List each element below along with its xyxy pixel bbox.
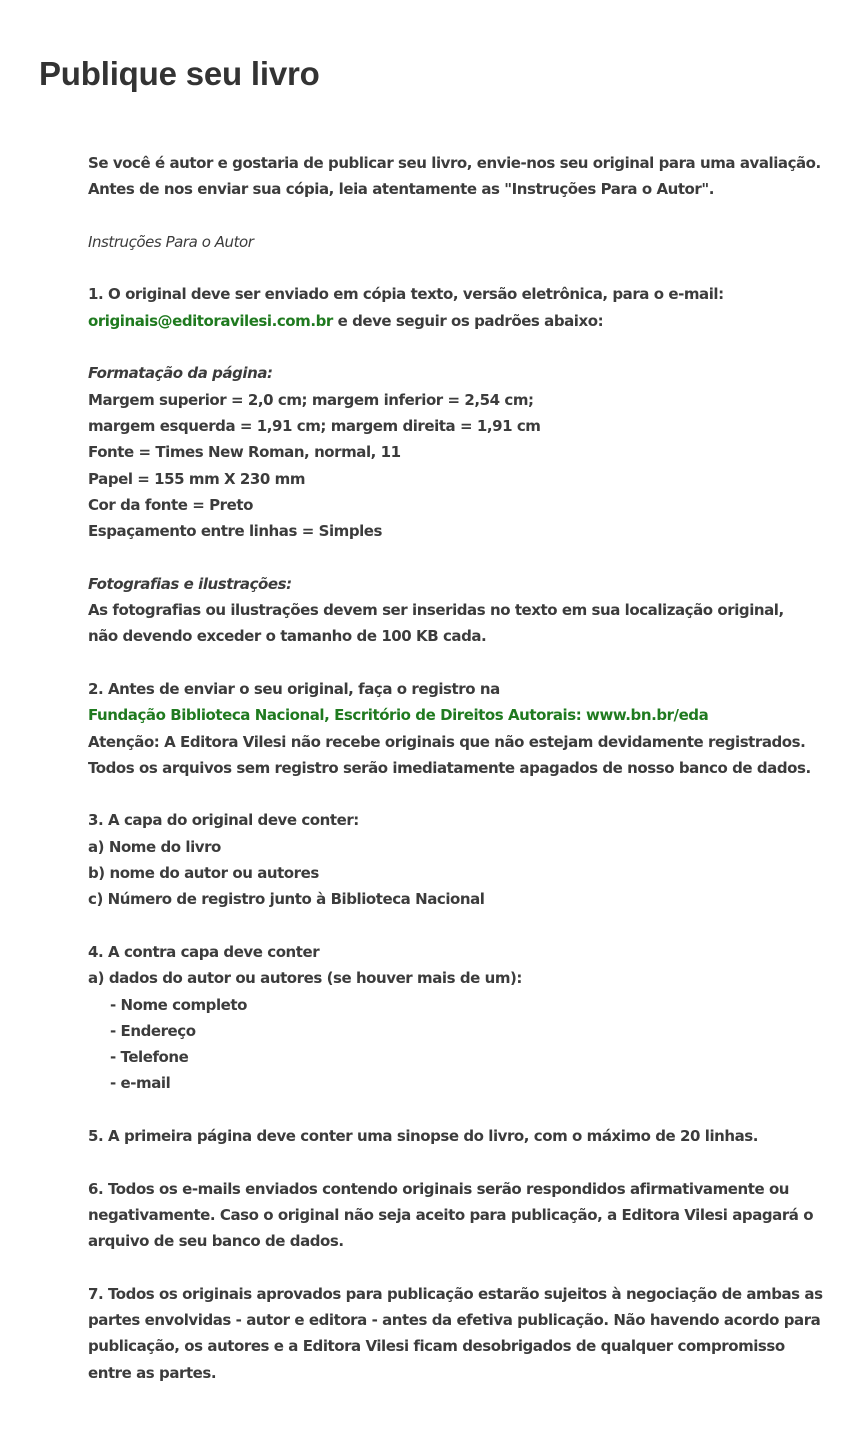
item-5-line-1: 5. A primeira página deve conter uma sinopse do livro, com o máximo de 20 linhas. — [88, 1126, 759, 1145]
email-link[interactable]: originais@editoravilesi.com.br — [88, 311, 333, 330]
item-4-subitem: - Endereço — [110, 1021, 196, 1040]
item-3-a: a) Nome do livro — [88, 837, 221, 856]
intro-line-1: Se você é autor e gostaria de publicar seu livro, envie-nos seu original para uma avaliação. — [88, 154, 821, 172]
item-3-c: c) Número de registro junto à Biblioteca Nacional — [88, 890, 485, 909]
intro-line-2: Antes de nos enviar sua cópia, leia atentamente as "Instruções Para o Autor". — [88, 180, 714, 199]
formatting-line: Margem superior = 2,0 cm; margem inferior = 2,54 cm; — [88, 390, 534, 409]
instructions-heading: Instruções Para o Autor — [88, 232, 254, 251]
item-2-line-1: 2. Antes de enviar o seu original, faça o registro na — [88, 679, 500, 698]
item-6-line-1: 6. Todos os e-mails enviados contendo originais serão respondidos afirmativamente ou — [88, 1179, 790, 1198]
item-6-line-3: arquivo de seu banco de dados. — [88, 1232, 344, 1251]
item-7-line-3: publicação, os autores e a Editora Vilesi ficam desobrigados de qualquer compromisso — [88, 1337, 785, 1356]
item-3-line-1: 3. A capa do original deve conter: — [88, 811, 359, 830]
formatting-heading: Formatação da página: — [88, 364, 273, 383]
item-1-line-2-rest: e deve seguir os padrões abaixo: — [332, 311, 604, 330]
item-4-a: a) dados do autor ou autores (se houver mais de um): — [88, 969, 522, 988]
item-6-line-2: negativamente. Caso o original não seja aceito para publicação, a Editora Vilesi apagará o — [88, 1205, 814, 1224]
item-4-line-1: 4. A contra capa deve conter — [88, 942, 320, 961]
formatting-line: Cor da fonte = Preto — [88, 495, 253, 514]
photos-line-1: As fotografias ou ilustrações devem ser inseridas no texto em sua localização original, — [88, 601, 784, 620]
item-4-subitem: - Telefone — [110, 1048, 189, 1067]
item-4-subitem: - e-mail — [110, 1074, 171, 1093]
biblioteca-nacional-link[interactable]: Fundação Biblioteca Nacional, Escritório de Direitos Autorais: www.bn.br/eda — [88, 706, 709, 725]
item-1-line-1: 1. O original deve ser enviado em cópia texto, versão eletrônica, para o e-mail: — [88, 285, 724, 304]
photos-line-2: não devendo exceder o tamanho de 100 KB cada. — [88, 627, 487, 646]
formatting-line: Fonte = Times New Roman, normal, 11 — [88, 443, 401, 462]
item-4-subitem: - Nome completo — [110, 995, 247, 1014]
item-7-line-2: partes envolvidas - autor e editora - antes da efetiva publicação. Não havendo acordo para — [88, 1311, 821, 1330]
formatting-line: Espaçamento entre linhas = Simples — [88, 522, 383, 541]
article-body — [88, 150, 840, 1386]
item-3-b: b) nome do autor ou autores — [88, 864, 319, 883]
photos-heading: Fotografias e ilustrações: — [88, 574, 292, 593]
item-2-line-4: Todos os arquivos sem registro serão imediatamente apagados de nosso banco de dados. — [88, 758, 811, 777]
page-title: Publique seu livro — [39, 55, 320, 92]
item-1-line-2 — [88, 308, 840, 334]
formatting-line: margem esquerda = 1,91 cm; margem direita = 1,91 cm — [88, 416, 541, 435]
item-2-line-3: Atenção: A Editora Vilesi não recebe originais que não estejam devidamente registrados. — [88, 732, 806, 751]
item-7-line-1: 7. Todos os originais aprovados para publicação estarão sujeitos à negociação de ambas as — [88, 1284, 823, 1303]
formatting-line: Papel = 155 mm X 230 mm — [88, 469, 306, 488]
item-7-line-4: entre as partes. — [88, 1363, 217, 1382]
